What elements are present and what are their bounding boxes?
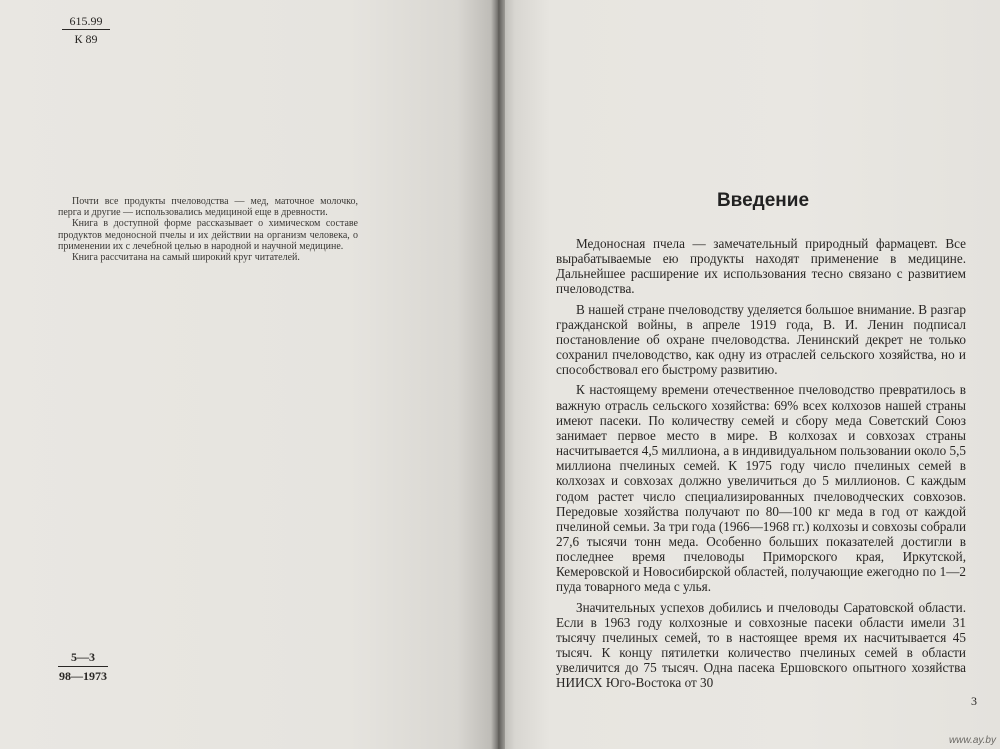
classification-number: 615.99 — [62, 14, 110, 30]
body-paragraph: Значительных успехов добились и пчеловоды Саратовской области. Если в 1963 году колхозные и совхозные пасеки области имели 31 тысячу пчелиных семей, то в настоящее время их насчитывается 45 тысяч. К концу пятилетки количество пчелиных семей в области увеличится до 75 тысяч. Одна пасека Ершовского опытного хозяйства НИИСХ Юго-Востока от 30 — [556, 599, 966, 691]
publication-code — [58, 650, 108, 684]
annotation-paragraph: Почти все продукты пчеловодства — мед, маточное молочко, перга и другие — использовались медициной еще в древности. — [58, 196, 358, 219]
chapter-body — [556, 236, 966, 696]
book-gutter — [491, 0, 505, 749]
library-classification — [62, 14, 110, 46]
page-number: 3 — [971, 694, 977, 708]
chapter-heading: Введение — [716, 190, 810, 211]
annotation-paragraph: Книга в доступной форме рассказывает о химическом составе продуктов медоносной пчелы и их действии на организм человека, о применении их с лечебной целью в народной и научной медицине. — [58, 218, 358, 252]
left-page — [0, 0, 497, 749]
watermark: www.ay.by — [948, 735, 996, 746]
body-paragraph: В нашей стране пчеловодству уделяется большое внимание. В разгар гражданской войны, в апреле 1919 года, В. И. Ленин подписал постановление об охране пчеловодства. Ленинский декрет не только сохранил пчеловодство, как одну из отраслей сельского хозяйства, но и способствовал его быстрому развитию. — [556, 301, 966, 378]
body-paragraph: Медоносная пчела — замечательный природный фармацевт. Все вырабатываемые ею продукты находят применение в медицине. Дальнейшее расширение их использования тесно связано с развитием пчеловодства. — [556, 236, 966, 297]
body-paragraph: К настоящему времени отечественное пчеловодство превратилось в важную отрасль сельского хозяйства: 69% всех колхозов нашей страны имеют пасеки. По количеству семей и сбору меда Советский Союз занимает первое место в мире. В колхозах и совхозах страны насчитывается 4,5 миллиона, а в индивидуальном пользовании около 5,5 миллиона пчелиных семей. К 1975 году число пчелиных семей в колхозах и совхозах должно увеличиться до 5 миллионов. С каждым годом растет число специализированных пчеловодческих совхозов. Передовые хозяйства получают по 80—100 кг меда в год от каждой пчелиной семьи. За три года (1966—1968 гг.) колхозы и совхозы собрали 27,6 тысячи тонн меда. Особенно больших показателей достигли в последнее время пчеловоды Приморского края, Иркутской, Кемеровской и Новосибирской областей, получающие ежегодно по 1—2 пуда товарного меда с улья. — [556, 382, 967, 595]
annotation-paragraph: Книга рассчитана на самый широкий круг читателей. — [72, 252, 300, 264]
publication-code-bottom: 98—1973 — [59, 669, 107, 683]
author-mark: К 89 — [74, 32, 98, 46]
book-annotation — [58, 196, 358, 263]
publication-code-top: 5—3 — [58, 650, 108, 667]
